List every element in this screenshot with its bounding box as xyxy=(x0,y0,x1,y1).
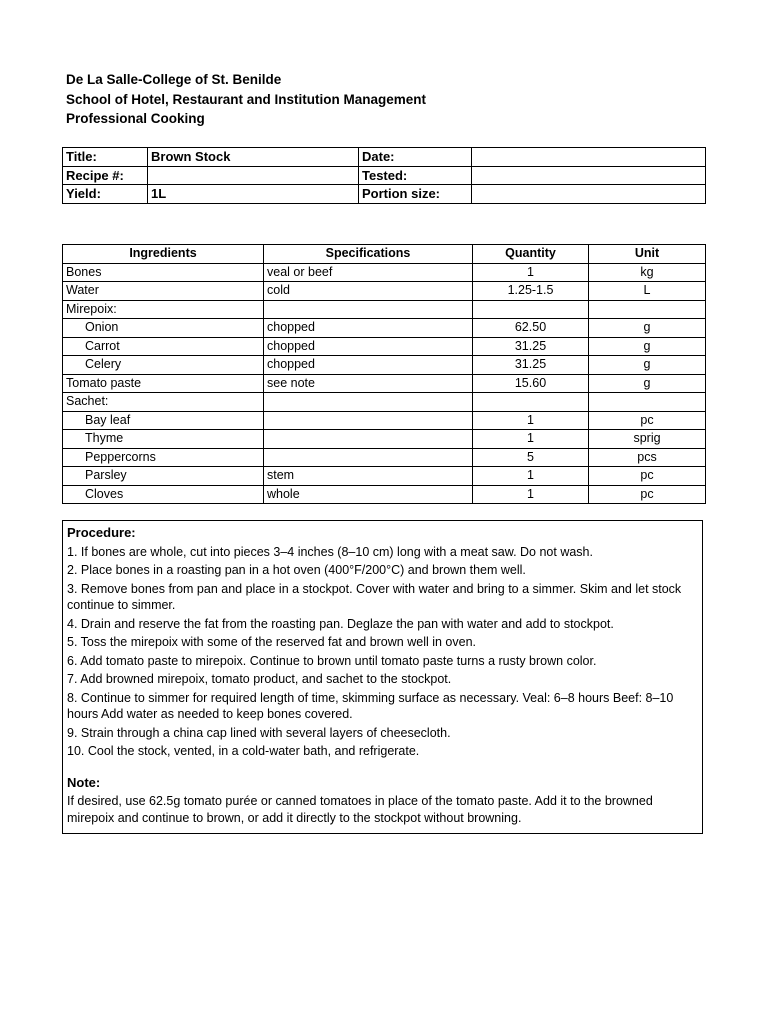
procedure-steps xyxy=(67,544,698,760)
ingredient-row xyxy=(63,282,706,301)
ingredient-specification: chopped xyxy=(264,356,473,375)
tested-value xyxy=(472,166,706,185)
date-label: Date: xyxy=(359,148,472,167)
ingredient-quantity: 1 xyxy=(473,467,589,486)
ingredient-specification xyxy=(264,393,473,412)
ingredient-quantity: 31.25 xyxy=(473,337,589,356)
ingredient-unit: g xyxy=(589,319,706,338)
ingredient-specification xyxy=(264,411,473,430)
ingredient-row xyxy=(63,356,706,375)
ingredients-header-row xyxy=(63,245,706,264)
college-name: De La Salle-College of St. Benilde xyxy=(66,72,282,87)
title-label: Title: xyxy=(63,148,148,167)
ingredient-quantity: 5 xyxy=(473,448,589,467)
procedure-step: 5. Toss the mirepoix with some of the reserved fat and brown well in oven. xyxy=(67,635,477,649)
note-heading: Note: xyxy=(67,774,101,790)
ingredient-specification: veal or beef xyxy=(264,263,473,282)
recipe-info-table xyxy=(62,147,706,204)
ingredient-specification xyxy=(264,430,473,449)
ingredient-name: Sachet: xyxy=(63,393,264,412)
ingredient-row xyxy=(63,300,706,319)
ingredient-specification: stem xyxy=(264,467,473,486)
ingredient-quantity xyxy=(473,300,589,319)
ingredient-unit: sprig xyxy=(589,430,706,449)
ingredient-quantity: 1.25-1.5 xyxy=(473,282,589,301)
ingredient-row xyxy=(63,393,706,412)
ingredient-name: Onion xyxy=(63,319,264,338)
ingredient-specification: chopped xyxy=(264,337,473,356)
ingredient-quantity: 1 xyxy=(473,485,589,504)
ingredient-specification: chopped xyxy=(264,319,473,338)
ingredient-specification: see note xyxy=(264,374,473,393)
info-row-title xyxy=(63,148,706,167)
ingredient-quantity: 62.50 xyxy=(473,319,589,338)
ingredient-unit: pc xyxy=(589,467,706,486)
ingredient-unit xyxy=(589,393,706,412)
ingredient-name: Cloves xyxy=(63,485,264,504)
ingredient-name: Peppercorns xyxy=(63,448,264,467)
ingredients-table xyxy=(62,244,706,504)
ingredient-row xyxy=(63,430,706,449)
ingredient-unit: pc xyxy=(589,485,706,504)
column-header: Quantity xyxy=(473,245,589,264)
procedure-box xyxy=(62,520,703,834)
ingredient-name: Mirepoix: xyxy=(63,300,264,319)
ingredient-row xyxy=(63,263,706,282)
note-text: If desired, use 62.5g tomato purée or canned tomatoes in place of the tomato paste. Add it to the browned mirepoix and continue to brown, or add it directly to the stockpot without browning. xyxy=(67,794,653,825)
yield-value: 1L xyxy=(148,185,359,204)
ingredient-unit: L xyxy=(589,282,706,301)
procedure-step: 7. Add browned mirepoix, tomato product, and sachet to the stockpot. xyxy=(67,672,452,686)
ingredient-quantity: 1 xyxy=(473,411,589,430)
procedure-step: 10. Cool the stock, vented, in a cold-water bath, and refrigerate. xyxy=(67,744,420,758)
ingredient-row xyxy=(63,467,706,486)
ingredient-row xyxy=(63,374,706,393)
ingredient-name: Parsley xyxy=(63,467,264,486)
title-value: Brown Stock xyxy=(148,148,359,167)
date-value xyxy=(472,148,706,167)
ingredient-unit: g xyxy=(589,356,706,375)
course-name: Professional Cooking xyxy=(66,111,205,126)
procedure-step: 9. Strain through a china cap lined with several layers of cheesecloth. xyxy=(67,725,451,740)
ingredient-quantity xyxy=(473,393,589,412)
ingredient-quantity: 1 xyxy=(473,430,589,449)
ingredient-name: Tomato paste xyxy=(63,374,264,393)
recipe-number-value xyxy=(148,166,359,185)
ingredient-name: Thyme xyxy=(63,430,264,449)
procedure-step: 4. Drain and reserve the fat from the roasting pan. Deglaze the pan with water and add to stockpot. xyxy=(67,616,614,631)
ingredient-name: Carrot xyxy=(63,337,264,356)
info-row-recipe xyxy=(63,166,706,185)
recipe-number-label: Recipe #: xyxy=(63,166,148,185)
procedure-step: 8. Continue to simmer for required length of time, skimming surface as necessary. Veal: 6–8 hours Beef: 8–10 hours Add water as needed to keep bones covered. xyxy=(67,690,674,721)
procedure-step: 3. Remove bones from pan and place in a stockpot. Cover with water and bring to a simmer. Skim and let stock continue to simmer. xyxy=(67,581,682,612)
yield-label: Yield: xyxy=(63,185,148,204)
school-name: School of Hotel, Restaurant and Institution Management xyxy=(66,91,427,107)
ingredient-specification: cold xyxy=(264,282,473,301)
portion-size-label: Portion size: xyxy=(359,185,472,204)
column-header: Specifications xyxy=(264,245,473,264)
ingredient-quantity: 15.60 xyxy=(473,374,589,393)
ingredient-row xyxy=(63,485,706,504)
ingredient-unit: kg xyxy=(589,263,706,282)
ingredient-specification xyxy=(264,300,473,319)
info-row-yield xyxy=(63,185,706,204)
ingredient-unit: pcs xyxy=(589,448,706,467)
tested-label: Tested: xyxy=(359,166,472,185)
ingredient-name: Water xyxy=(63,282,264,301)
portion-size-value xyxy=(472,185,706,204)
procedure-heading: Procedure: xyxy=(67,525,136,540)
ingredient-unit: g xyxy=(589,374,706,393)
column-header: Unit xyxy=(589,245,706,264)
ingredient-unit: g xyxy=(589,337,706,356)
ingredient-specification xyxy=(264,448,473,467)
ingredient-name: Bones xyxy=(63,263,264,282)
ingredient-name: Bay leaf xyxy=(63,411,264,430)
procedure-step: 6. Add tomato paste to mirepoix. Continue to brown until tomato paste turns a rusty brown color. xyxy=(67,653,597,668)
ingredient-row xyxy=(63,448,706,467)
procedure-step: 1. If bones are whole, cut into pieces 3–4 inches (8–10 cm) long with a meat saw. Do not wash. xyxy=(67,544,593,559)
ingredient-row xyxy=(63,337,706,356)
procedure-step: 2. Place bones in a roasting pan in a hot oven (400°F/200°C) and brown them well. xyxy=(67,563,526,577)
ingredient-quantity: 1 xyxy=(473,263,589,282)
ingredient-name: Celery xyxy=(63,356,264,375)
ingredient-quantity: 31.25 xyxy=(473,356,589,375)
ingredient-unit xyxy=(589,300,706,319)
ingredient-row xyxy=(63,319,706,338)
ingredient-specification: whole xyxy=(264,485,473,504)
ingredient-unit: pc xyxy=(589,411,706,430)
ingredient-row xyxy=(63,411,706,430)
document-header xyxy=(66,70,426,129)
column-header: Ingredients xyxy=(63,245,264,264)
